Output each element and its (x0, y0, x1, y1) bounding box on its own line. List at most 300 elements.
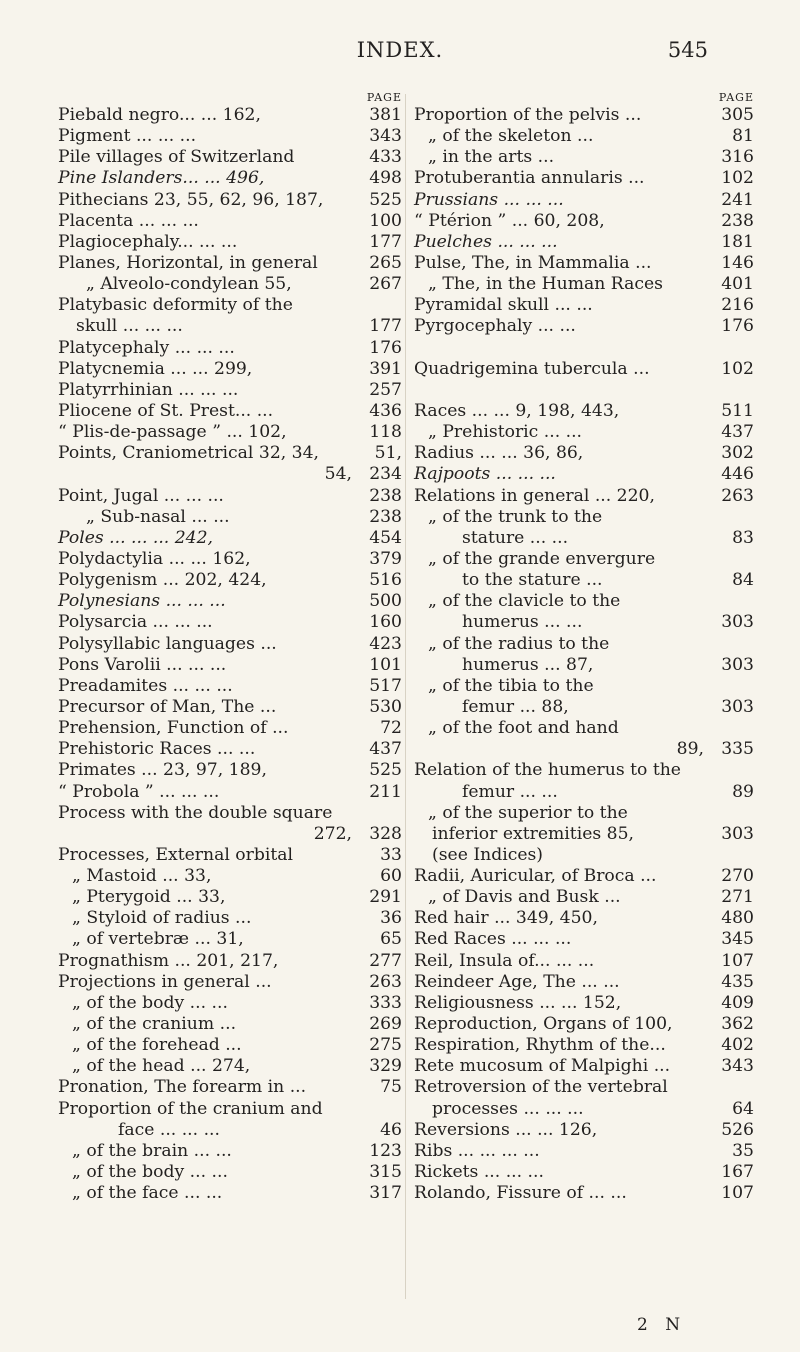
index-entry (58, 803, 402, 824)
index-entry (414, 507, 754, 528)
page-reference: 216 (721, 295, 754, 316)
index-entry (58, 866, 402, 887)
index-entry (58, 845, 402, 866)
page-reference: 303 (721, 612, 754, 633)
entry-text: „ Prehistoric ... ... (428, 422, 583, 443)
entry-text: Radius ... ... 36, 86, (414, 443, 584, 464)
page-reference: 303 (721, 654, 754, 675)
index-entry (414, 443, 754, 464)
index-entry (58, 359, 402, 380)
index-entry (414, 211, 754, 232)
column-heading: PAGE (718, 91, 754, 104)
entry-text: Protuberantia annularis ... (414, 168, 645, 189)
page-reference: 435 (721, 971, 754, 992)
index-entry (58, 147, 402, 168)
entry-text: Platyrrhinian ... ... ... (58, 379, 239, 400)
index-entry (58, 105, 402, 126)
index-entry (58, 1162, 402, 1183)
entry-text: „ of the foot and hand (428, 718, 619, 739)
entry-text: „ Sub-nasal ... ... (86, 506, 230, 527)
page-reference: 238 (369, 506, 402, 527)
entry-text: Pithecians 23, 55, 62, 96, 187, (58, 189, 324, 210)
index-entry (58, 190, 402, 211)
page-reference: 329 (369, 1056, 402, 1077)
entry-text: Prehistoric Races ... ... (58, 739, 256, 760)
index-entry (414, 951, 754, 972)
entry-text: Pyrgocephaly ... ... (414, 316, 576, 337)
index-entry (414, 105, 754, 126)
page-reference: 391 (369, 358, 402, 379)
page-reference: 271 (721, 887, 754, 908)
entry-text: Placenta ... ... ... (58, 210, 199, 231)
entry-text: „ Mastoid ... 33, (72, 866, 212, 887)
index-entry (414, 993, 754, 1014)
index-entry (414, 803, 754, 824)
index-entry (414, 887, 754, 908)
entry-text: “ Probola ” ... ... ... (58, 781, 220, 802)
page-reference: 305 (721, 105, 754, 125)
index-entry (58, 295, 402, 316)
index-entry (414, 908, 754, 929)
index-entry (414, 401, 754, 422)
page-reference: 267 (369, 274, 402, 295)
entry-text: Reindeer Age, The ... ... (414, 971, 620, 992)
page-reference: 36 (380, 908, 402, 929)
index-entry (58, 443, 402, 464)
entry-text: Platycnemia ... ... 299, (58, 358, 253, 379)
page-reference: 123 (369, 1140, 402, 1161)
page-reference: 269 (369, 1014, 402, 1035)
index-entry (58, 211, 402, 232)
index-entry (58, 929, 402, 950)
entry-text: Platybasic deformity of the (58, 295, 293, 316)
page-reference: 423 (369, 633, 402, 654)
index-entry (58, 1099, 402, 1120)
entry-text: „ of vertebræ ... 31, (72, 929, 244, 950)
index-entry (414, 126, 754, 147)
entry-text: stature ... ... (462, 527, 569, 548)
page-reference: 84 (732, 570, 754, 591)
page-reference: 437 (721, 422, 754, 443)
index-entry (414, 316, 754, 337)
index-entry (414, 739, 754, 760)
index-entry (414, 760, 754, 781)
entry-text: Red Races ... ... ... (414, 929, 572, 950)
entry-text: „ in the arts ... (428, 147, 555, 168)
entry-text: „ Alveolo-condylean 55, (86, 274, 292, 295)
index-entry (58, 401, 402, 422)
page-reference: 167 (721, 1162, 754, 1183)
index-entry (58, 908, 402, 929)
page-reference: 211 (369, 781, 402, 802)
entry-text: processes ... ... ... (432, 1098, 584, 1119)
entry-text: „ of the trunk to the (428, 506, 603, 527)
entry-text: Pigment ... ... ... (58, 126, 197, 147)
entry-text: „ of the forehead ... (72, 1035, 242, 1056)
page-reference: 83 (732, 527, 754, 548)
index-entry (414, 549, 754, 570)
entry-text: Pliocene of St. Prest... ... (58, 400, 274, 421)
index-entry (414, 612, 754, 633)
column-heading: PAGE (366, 91, 402, 104)
page-reference: 335 (721, 739, 754, 760)
index-entry (414, 718, 754, 739)
index-entry (58, 1056, 402, 1077)
entry-text: humerus ... ... (462, 612, 583, 633)
index-entry (414, 486, 754, 507)
page-reference: 177 (369, 231, 402, 252)
index-entry (414, 380, 754, 401)
page-reference: 234 (369, 464, 402, 485)
index-entry (414, 845, 754, 866)
entry-text: „ of Davis and Busk ... (428, 887, 621, 908)
index-entry (414, 972, 754, 993)
entry-text: Relations in general ... 220, (414, 485, 655, 506)
index-column-left (58, 90, 402, 1204)
entry-text: Process with the double square (58, 802, 333, 823)
index-entry (414, 824, 754, 845)
index-entry (58, 887, 402, 908)
entry-text: Projections in general ... (58, 971, 272, 992)
index-entry (58, 739, 402, 760)
entry-text: Prognathism ... 201, 217, (58, 950, 279, 971)
entry-text: Rajpoots ... ... ... (414, 464, 556, 485)
entry-text: Points, Craniometrical 32, 34, (58, 443, 320, 464)
page-reference: 89 (732, 781, 754, 802)
page-reference: 238 (721, 210, 754, 231)
page-reference: 241 (721, 189, 754, 210)
entry-text: Quadrigemina tubercula ... (414, 358, 650, 379)
page-reference: 72 (380, 718, 402, 739)
index-entry (58, 718, 402, 739)
entry-text: Polygenism ... 202, 424, (58, 570, 267, 591)
index-entry (58, 655, 402, 676)
index-entry (414, 676, 754, 697)
entry-text: Pyramidal skull ... ... (414, 295, 593, 316)
entry-text: „ of the radius to the (428, 633, 610, 654)
entry-text: Pons Varolii ... ... ... (58, 654, 227, 675)
entry-text: „ of the body ... ... (72, 992, 228, 1013)
page-reference: 35 (732, 1140, 754, 1161)
entry-text: 89, (676, 739, 704, 760)
entry-text: „ The, in the Human Races (428, 274, 663, 295)
page-reference: 60 (380, 866, 402, 887)
index-entry (58, 951, 402, 972)
page-number: 545 (667, 38, 708, 62)
entry-text: Relation of the humerus to the (414, 760, 681, 781)
page-reference: 51, (374, 443, 402, 464)
page-reference: 146 (721, 252, 754, 273)
page-reference: 181 (721, 231, 754, 252)
page-reference: 328 (369, 823, 402, 844)
entry-text: „ of the superior to the (428, 802, 628, 823)
entry-text: “ Plis-de-passage ” ... 102, (58, 422, 287, 443)
entry-text: humerus ... 87, (462, 654, 594, 675)
index-entry (58, 338, 402, 359)
index-entry (58, 274, 402, 295)
entry-text: 272, (313, 823, 352, 844)
entry-text: Plagiocephaly... ... ... (58, 231, 238, 252)
index-entry (58, 782, 402, 803)
index-entry (414, 1183, 754, 1204)
index-entry (58, 486, 402, 507)
entry-text: Rolando, Fissure of ... ... (414, 1183, 627, 1204)
index-entry (414, 253, 754, 274)
page-reference: 118 (369, 422, 402, 443)
index-entry (414, 782, 754, 803)
page-reference: 65 (380, 929, 402, 950)
entry-text: „ of the head ... 274, (72, 1056, 251, 1077)
entry-text: Puelches ... ... ... (414, 231, 558, 252)
page-reference: 46 (380, 1119, 402, 1140)
index-column-right (414, 90, 754, 1204)
page-reference: 64 (732, 1098, 754, 1119)
page-reference: 176 (369, 337, 402, 358)
entry-text: Point, Jugal ... ... ... (58, 485, 224, 506)
entry-text: Proportion of the pelvis ... (414, 105, 642, 125)
running-head (0, 38, 800, 68)
index-entry (58, 464, 402, 485)
page-reference: 160 (369, 612, 402, 633)
entry-text: Radii, Auricular, of Broca ... (414, 866, 657, 887)
page-reference: 291 (369, 887, 402, 908)
index-entry (414, 655, 754, 676)
index-entry (414, 168, 754, 189)
index-entry (414, 1014, 754, 1035)
index-entry (414, 1141, 754, 1162)
entry-text: „ Styloid of radius ... (72, 908, 252, 929)
entry-text: „ of the body ... ... (72, 1162, 228, 1183)
entry-text: Rete mucosum of Malpighi ... (414, 1056, 671, 1077)
page-reference: 362 (721, 1014, 754, 1035)
page-title: INDEX. (356, 38, 444, 62)
entry-text: „ of the skeleton ... (428, 126, 594, 147)
entry-text: Precursor of Man, The ... (58, 696, 277, 717)
index-entries (414, 105, 754, 1204)
page-reference: 263 (721, 485, 754, 506)
entry-text: Pulse, The, in Mammalia ... (414, 252, 652, 273)
page-reference: 107 (721, 950, 754, 971)
entry-text: „ of the brain ... ... (72, 1140, 232, 1161)
index-entry (58, 168, 402, 189)
index-entry (58, 1141, 402, 1162)
page-reference: 316 (721, 147, 754, 168)
entry-text: Pine Islanders... ... 496, (58, 168, 265, 189)
column-divider (405, 94, 406, 1299)
index-entry (58, 1183, 402, 1204)
index-entry (414, 232, 754, 253)
index-entry (414, 1035, 754, 1056)
entry-text: Red hair ... 349, 450, (414, 908, 598, 929)
page-reference: 333 (369, 992, 402, 1013)
index-entry (58, 570, 402, 591)
page-reference: 100 (369, 210, 402, 231)
page-reference: 176 (721, 316, 754, 337)
index-entry (58, 422, 402, 443)
page-reference: 511 (721, 400, 754, 421)
index-entry (414, 359, 754, 380)
index-entry (58, 993, 402, 1014)
page-reference: 401 (721, 274, 754, 295)
index-entry (58, 1035, 402, 1056)
page-reference: 317 (369, 1183, 402, 1204)
page-reference: 177 (369, 316, 402, 337)
entry-text: „ of the grande envergure (428, 548, 656, 569)
entry-text: Processes, External orbital (58, 844, 294, 865)
entry-text: Platycephaly ... ... ... (58, 337, 235, 358)
entry-text: Rickets ... ... ... (414, 1162, 544, 1183)
index-entry (58, 549, 402, 570)
entry-text: Primates ... 23, 97, 189, (58, 760, 267, 781)
page-reference: 257 (369, 379, 402, 400)
page-reference: 302 (721, 443, 754, 464)
entry-text: femur ... 88, (462, 696, 569, 717)
entry-text: „ of the cranium ... (72, 1014, 237, 1035)
page-reference: 500 (369, 591, 402, 612)
page-reference: 263 (369, 971, 402, 992)
entry-text: skull ... ... ... (76, 316, 183, 337)
index-entry (414, 570, 754, 591)
page-reference: 516 (369, 570, 402, 591)
index-entry (414, 295, 754, 316)
page-reference: 101 (369, 654, 402, 675)
index-entry (58, 676, 402, 697)
page-reference: 107 (721, 1183, 754, 1204)
index-entry (58, 612, 402, 633)
page-reference: 409 (721, 992, 754, 1013)
index-entry (58, 528, 402, 549)
entry-text: inferior extremities 85, (432, 823, 634, 844)
index-entry (58, 634, 402, 655)
index-entry (414, 1162, 754, 1183)
index-entry (414, 697, 754, 718)
page-reference: 436 (369, 400, 402, 421)
index-entry (414, 1120, 754, 1141)
page-reference: 379 (369, 548, 402, 569)
page-reference: 343 (721, 1056, 754, 1077)
entry-text: Preadamites ... ... ... (58, 675, 233, 696)
page-reference: 277 (369, 950, 402, 971)
entry-text: Polydactylia ... ... 162, (58, 548, 251, 569)
page-reference: 345 (721, 929, 754, 950)
index-entry (414, 338, 754, 359)
entry-text: femur ... ... (462, 781, 558, 802)
index-entry (414, 1056, 754, 1077)
page-reference: 315 (369, 1162, 402, 1183)
entry-text: „ Pterygoid ... 33, (72, 887, 226, 908)
index-entry (58, 253, 402, 274)
page-reference: 275 (369, 1035, 402, 1056)
page-reference: 525 (369, 760, 402, 781)
entry-text: „ of the clavicle to the (428, 591, 621, 612)
page-reference: 525 (369, 189, 402, 210)
page-reference: 81 (732, 126, 754, 147)
entry-text: Reversions ... ... 126, (414, 1119, 598, 1140)
entry-text: Ribs ... ... ... ... (414, 1140, 540, 1161)
entry-text: Reil, Insula of... ... ... (414, 950, 595, 971)
page-reference: 343 (369, 126, 402, 147)
index-entry (414, 422, 754, 443)
entry-text: „ of the tibia to the (428, 675, 594, 696)
entry-text: 54, (324, 464, 352, 485)
entry-text: Poles ... ... ... 242, (58, 527, 213, 548)
page-reference: 402 (721, 1035, 754, 1056)
page-reference: 517 (369, 675, 402, 696)
page-reference: 238 (369, 485, 402, 506)
index-entries (58, 105, 402, 1204)
page-reference: 498 (369, 168, 402, 189)
page-reference: 526 (721, 1119, 754, 1140)
index-entry (58, 697, 402, 718)
page-reference: 102 (721, 358, 754, 379)
page-reference: 102 (721, 168, 754, 189)
page-reference: 265 (369, 252, 402, 273)
entry-text: Pile villages of Switzerland (58, 147, 295, 168)
page-reference: 33 (380, 844, 402, 865)
index-entry (414, 866, 754, 887)
entry-text: Religiousness ... ... 152, (414, 992, 622, 1013)
index-entry (58, 126, 402, 147)
page-reference: 303 (721, 823, 754, 844)
signature-mark: 2 N (637, 1315, 687, 1335)
entry-text: Pronation, The forearm in ... (58, 1077, 307, 1098)
index-entry (58, 972, 402, 993)
index-entry (58, 380, 402, 401)
page-reference: 480 (721, 908, 754, 929)
page-reference: 437 (369, 739, 402, 760)
entry-text: Reproduction, Organs of 100, (414, 1014, 673, 1035)
page-reference: 381 (369, 105, 402, 125)
entry-text: Prussians ... ... ... (414, 189, 564, 210)
page-reference: 454 (369, 527, 402, 548)
entry-text: Piebald negro... ... 162, (58, 105, 261, 125)
page-reference: 530 (369, 696, 402, 717)
entry-text: (see Indices) (432, 844, 544, 865)
index-entry (58, 824, 402, 845)
index-entry (414, 1077, 754, 1098)
index-entry (58, 760, 402, 781)
index-entry (414, 929, 754, 950)
entry-text: Polysarcia ... ... ... (58, 612, 213, 633)
index-entry (414, 190, 754, 211)
index-entry (414, 147, 754, 168)
index-entry (414, 591, 754, 612)
index-entry (414, 528, 754, 549)
entry-text: Respiration, Rhythm of the... (414, 1035, 666, 1056)
page-reference: 433 (369, 147, 402, 168)
entry-text: Races ... ... 9, 198, 443, (414, 400, 620, 421)
page-reference: 75 (380, 1077, 402, 1098)
entry-text: Planes, Horizontal, in general (58, 252, 318, 273)
entry-text: Proportion of the cranium and (58, 1098, 323, 1119)
entry-text: Polynesians ... ... ... (58, 591, 226, 612)
entry-text: face ... ... ... (118, 1119, 220, 1140)
index-entry (414, 464, 754, 485)
index-entry (58, 507, 402, 528)
index-entry (414, 634, 754, 655)
page-reference: 303 (721, 696, 754, 717)
page-reference: 446 (721, 464, 754, 485)
page-reference: 270 (721, 866, 754, 887)
index-entry (58, 1014, 402, 1035)
index-entry (58, 316, 402, 337)
index-entry (58, 232, 402, 253)
entry-text: Polysyllabic languages ... (58, 633, 277, 654)
entry-text: Prehension, Function of ... (58, 718, 289, 739)
index-entry (58, 1120, 402, 1141)
entry-text: to the stature ... (462, 570, 603, 591)
index-entry (58, 1077, 402, 1098)
